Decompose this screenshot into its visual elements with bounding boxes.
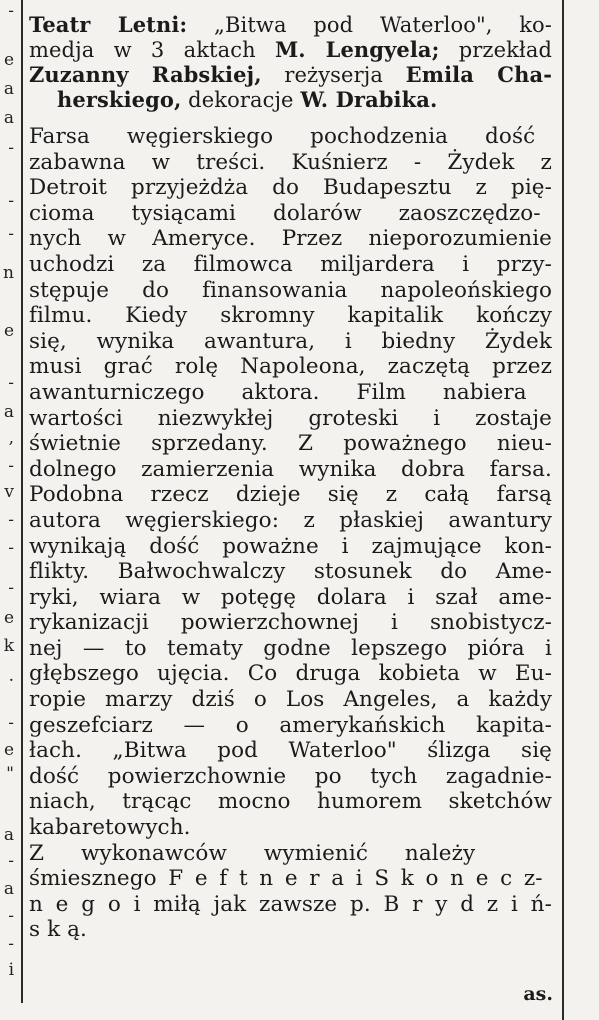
heading-line: Teatr Letni: „Bitwa pod Waterloo", ko- [29, 12, 552, 37]
body-line: musi grać rolę Napoleona, zaczętą przez [29, 354, 552, 380]
body-line: uchodzi za filmowca miljardera i przy- [29, 251, 552, 277]
margin-fragment: " [6, 764, 14, 784]
margin-fragment: e [3, 740, 14, 760]
body-line: wynikają dość poważne i zajmujące kon- [29, 533, 552, 559]
body-line: nych w Ameryce. Przez nieporozumienie [29, 226, 552, 252]
body-line: Z wykonawców wymienić należy [29, 840, 476, 866]
body-line: niach, trącąc mocno humorem sketchów [29, 789, 552, 815]
body-line: Detroit przyjeżdża do Budapesztu z pię- [29, 175, 552, 201]
margin-fragment: - [8, 538, 14, 558]
margin-fragment: e [3, 321, 14, 341]
body-line: filmu. Kiedy skromny kapitalik kończy [29, 303, 552, 329]
column-rule-left [21, 0, 23, 1003]
margin-fragment: - [8, 510, 14, 530]
body-line: się, wynika awantura, i biedny Żydek [29, 328, 552, 354]
margin-fragment: - [8, 578, 14, 598]
body-line: dość powierzchownie po tych zagadnie- [29, 763, 552, 789]
margin-fragment: - [8, 456, 14, 476]
body-line: n e g o i miłą jak zawsze p. B r y d z i ń- [29, 891, 552, 917]
heading-line: medja w 3 aktach M. Lengyela; przekład [29, 37, 553, 62]
margin-fragment: e [3, 50, 14, 70]
body-line: świetnie sprzedany. Z poważnego nieu- [29, 431, 552, 457]
margin-fragment: - [8, 906, 14, 926]
body-line: nej — to tematy godne lepszego pióra i [29, 635, 552, 661]
margin-fragment: - [8, 1, 14, 21]
margin-fragment: v [4, 482, 14, 502]
body-line: głębszego ujęcia. Co druga kobieta w Eu- [29, 661, 552, 687]
margin-fragment: a [3, 879, 14, 899]
body-line: geszefciarz — o amerykańskich kapita- [29, 712, 552, 738]
heading-line: herskiego, dekoracje W. Drabika. [57, 87, 438, 112]
body-line: flikty. Bałwochwalczy stosunek do Ame- [29, 559, 552, 585]
margin-fragment: - [8, 851, 14, 871]
margin-fragment: - [8, 224, 14, 244]
margin-fragment: - [8, 373, 14, 393]
body-line: śmiesznego F e f t n e r a i S k o n e c z- [29, 866, 543, 892]
margin-fragment: . [8, 666, 14, 686]
margin-fragment: i [8, 960, 14, 980]
margin-fragment: a [3, 402, 14, 422]
margin-fragment: a [3, 79, 14, 99]
margin-fragment: - [8, 191, 14, 211]
margin-fragment: - [8, 713, 14, 733]
body-line: rykanizacji powierzchownej i snobistycz- [29, 610, 552, 636]
body-line: łach. „Bitwa pod Waterloo" ślizga się [29, 738, 552, 764]
column-rule-right [562, 0, 564, 1020]
body-line: Farsa węgierskiego pochodzenia dość [29, 124, 536, 149]
body-line: zabawna w treści. Kuśnierz - Żydek z [29, 149, 552, 175]
margin-fragment: n [3, 263, 14, 283]
body-line: kabaretowych. [29, 815, 191, 841]
review-column [29, 12, 552, 943]
margin-fragment: - [8, 138, 14, 158]
body-line: stępuje do finansowania napoleońskiego [29, 277, 552, 303]
body-line: awanturniczego aktora. Film nabiera [29, 379, 527, 405]
body-line: ropie marzy dziś o Los Angeles, a każdy [29, 687, 552, 713]
body-line: ryki, wiara w potęgę dolara i szał ame- [29, 584, 552, 610]
adjacent-column-fragments [0, 0, 16, 1020]
body-line: Podobna rzecz dzieje się z całą farsą [29, 482, 552, 508]
review-heading [29, 12, 552, 112]
margin-fragment: e [3, 608, 14, 628]
heading-line: Zuzanny Rabskiej, reżyserja Emila Cha- [29, 62, 553, 87]
margin-fragment: a [3, 825, 14, 845]
author-signature: as. [523, 983, 553, 1005]
margin-fragment: - [8, 934, 14, 954]
body-line: wartości niezwykłej groteski i zostaje [29, 405, 552, 431]
body-line: autora węgierskiego: z płaskiej awantury [29, 507, 552, 533]
margin-fragment: , [8, 428, 14, 448]
margin-fragment: a [3, 108, 14, 128]
review-body [29, 124, 552, 943]
body-line: dolnego zamierzenia wynika dobra farsa. [29, 456, 552, 482]
margin-fragment: k [3, 636, 14, 656]
body-line: s k ą. [29, 917, 87, 943]
body-line: cioma tysiącami dolarów zaoszczędzo- [29, 200, 541, 226]
